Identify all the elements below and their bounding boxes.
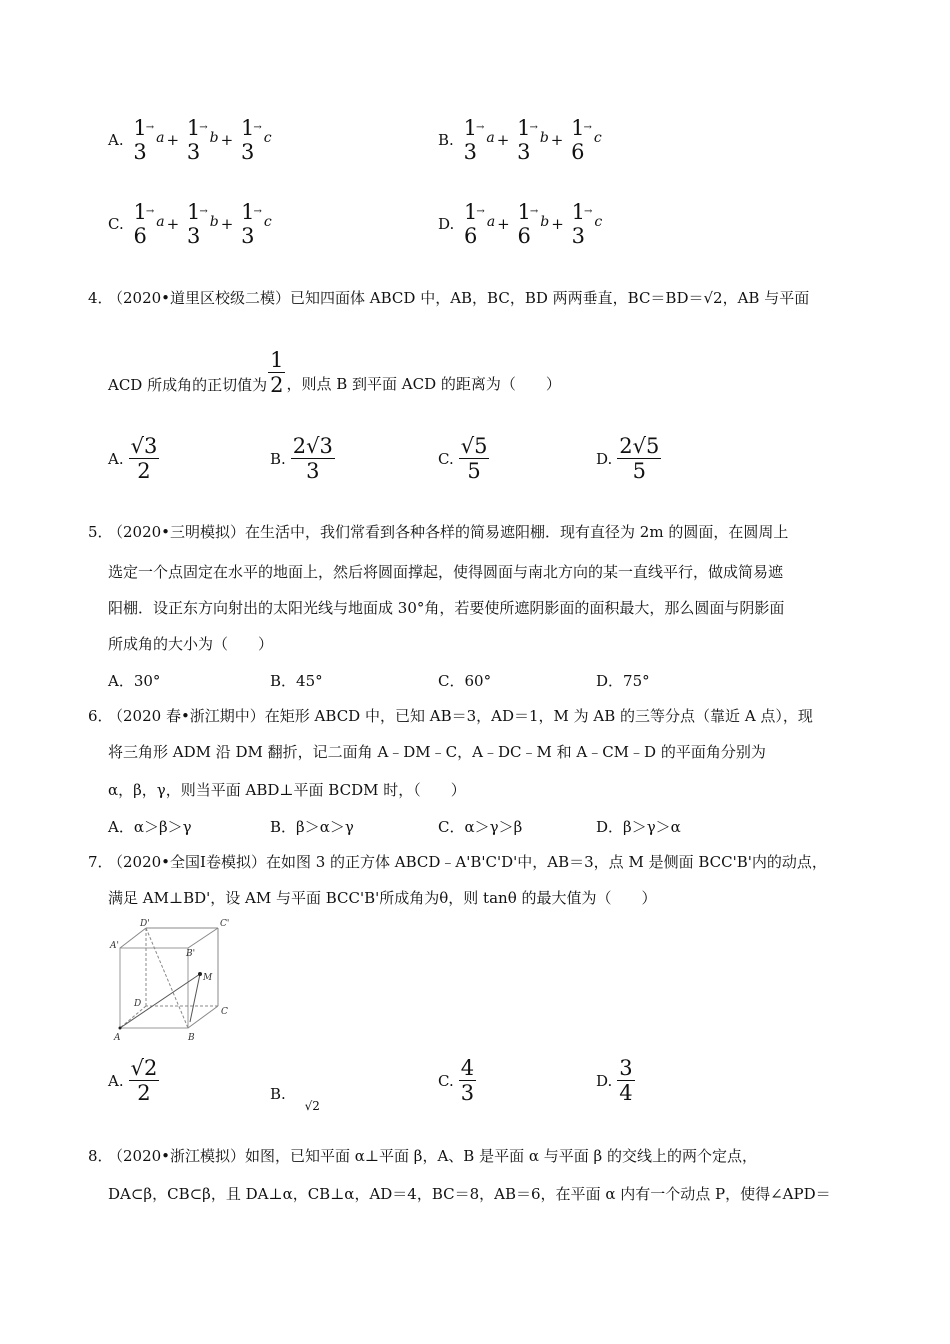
q3-option-b: B. 1 3 →a + 1 3 →b + 1 6 →c [438,116,602,164]
question-number: 6． [88,707,113,725]
q4-option-c: C. $\frac{√5}{5}$ [438,434,488,483]
q5-option-a: A．30° [108,672,161,690]
q7-option-b: B. $_{√2}$ [270,1085,320,1113]
q6-option-a: A．α＞β＞γ [108,818,192,836]
q5-text-line: 阳棚．设正东方向射出的太阳光线与地面成 30°角，若要使所遮阴影面的面积最大，那么圆面与阴影面 [108,599,785,617]
q7-option-c: C. $\frac{4}{3}$ [438,1056,475,1105]
q7-option-a: A. $\frac{√2}{2}$ [108,1056,158,1105]
q5-option-d: D．75° [596,672,650,690]
q4-option-a: A. $\frac{√3}{2}$ [108,434,158,483]
q7-text-line: 满足 AM⊥BD'，设 AM 与平面 BCC'B'所成角为θ，则 tanθ 的最大值为（ ） [108,889,657,907]
option-letter: A. [108,131,124,149]
label-m: M [203,973,213,983]
cube-figure [108,918,236,1048]
q4-option-b: B. $\frac{2√3}{3}$ [270,434,333,483]
q5-option-b: B．45° [270,672,323,690]
label-d-prime: D' [140,919,150,929]
q6-text-line: 将三角形 ADM 沿 DM 翻折，记二面角 A﹣DM﹣C，A﹣DC﹣M 和 A﹣CM﹣D 的平面角分别为 [108,743,766,761]
q4-option-d: D. $\frac{2√5}{5}$ [596,434,660,483]
q7-option-d: D. $\frac{3}{4}$ [596,1056,633,1105]
q4-text-line: （2020•道里区校级二模）已知四面体 ABCD 中，AB，BC，BD 两两垂直，BC＝BD＝√2，AB 与平面 [108,289,810,307]
q8-text-line: DA⊂β，CB⊂β，且 DA⊥α，CB⊥α，AD＝4，BC＝8，AB＝6，在平面 α 内有一个动点 P，使得∠APD＝ [108,1185,831,1203]
label-a-prime: A' [110,941,119,951]
q3-option-c: C. 1 6 →a + 1 3 →b + 1 3 →c [108,200,272,248]
question-number: 8． [88,1147,113,1165]
q3-option-d: D. 1 6 →a + 1 6 →b + 1 3 →c [438,200,603,248]
label-d: D [134,999,142,1009]
q8-text-line: （2020•浙江模拟）如图，已知平面 α⊥平面 β，A、B 是平面 α 与平面 β 的交线上的两个定点， [108,1147,757,1165]
q5-option-c: C．60° [438,672,492,690]
q6-option-c: C．α＞γ＞β [438,818,523,836]
q6-option-b: B．β＞α＞γ [270,818,354,836]
q6-text-line: （2020 春•浙江期中）在矩形 ABCD 中，已知 AB＝3，AD＝1，M 为 AB 的三等分点（靠近 A 点），现 [108,707,813,725]
question-number: 7． [88,853,113,871]
point-m [198,972,202,976]
q7-text-line: （2020•全国Ⅰ卷模拟）在如图 3 的正方体 ABCD﹣A'B'C'D'中，AB＝3，点 M 是侧面 BCC'B'内的动点， [108,853,827,871]
question-number: 5． [88,523,113,541]
label-b-prime: B' [186,949,196,959]
label-c: C [221,1007,228,1017]
q3-option-a: A. 1 3 →a + 1 3 →b + 1 3 →c [108,116,272,164]
label-a: A [114,1033,121,1043]
q6-option-d: D．β＞γ＞α [596,818,681,836]
label-c-prime: C' [220,919,230,929]
question-number: 4． [88,289,113,307]
q5-text-line: 所成角的大小为（ ） [108,635,274,653]
q5-text-line: 选定一个点固定在水平的地面上，然后将圆面撑起，使得圆面与南北方向的某一直线平行，做成简易遮 [108,563,784,581]
q6-text-line: α，β，γ，则当平面 ABD⊥平面 BCDM 时，（ ） [108,781,466,799]
q4-text-line-2: ACD 所成角的正切值为 $\frac{1}{2}$ ，则点 B 到平面 ACD 的距离为（ ） [108,348,561,397]
label-b: B [188,1033,195,1043]
q5-text-line: （2020•三明模拟）在生活中，我们常看到各种各样的简易遮阳棚．现有直径为 2m 的圆面，在圆周上 [108,523,789,541]
